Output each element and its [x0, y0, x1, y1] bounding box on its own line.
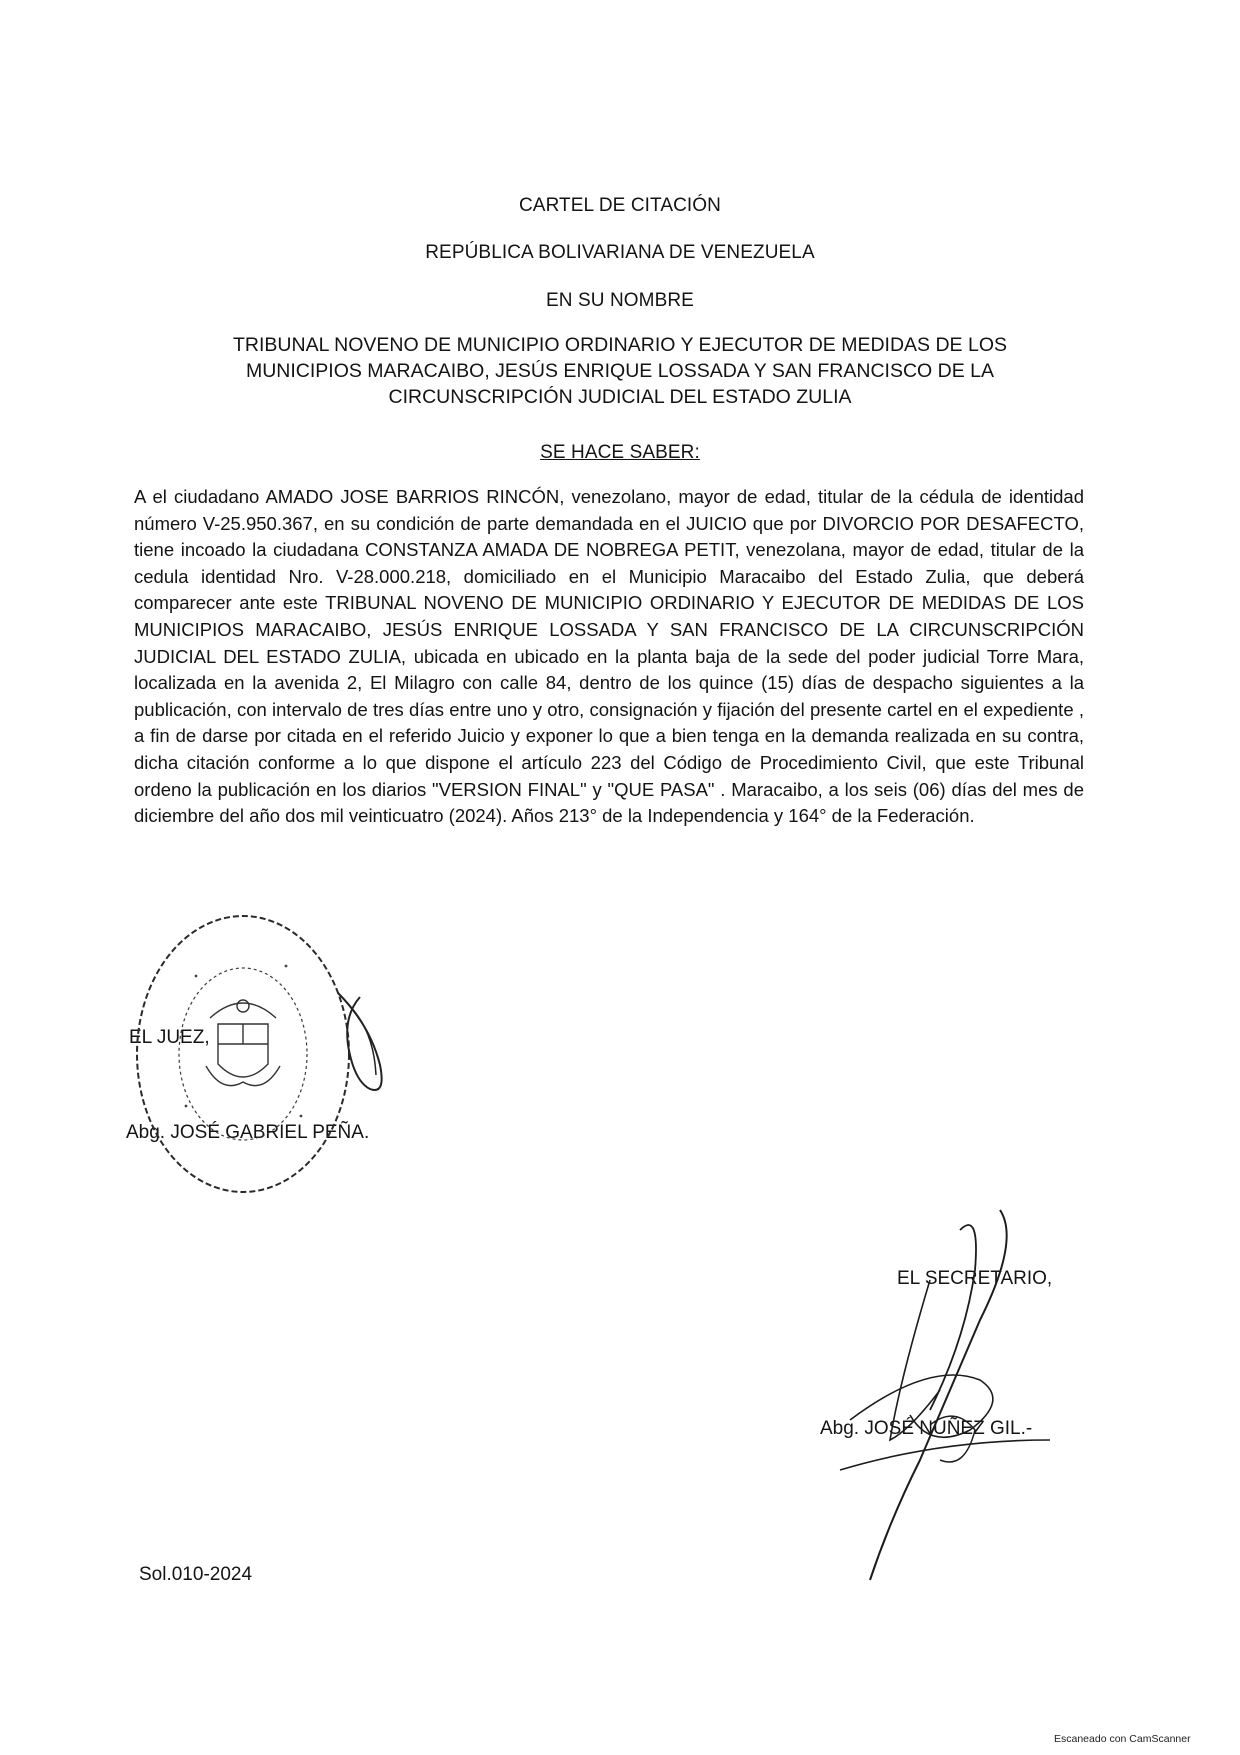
- secretary-name: Abg. JOSÉ NUÑEZ GIL.-: [820, 1418, 1033, 1439]
- coat-of-arms-icon: [206, 1000, 280, 1086]
- se-hace-saber-heading: [0, 442, 1240, 464]
- judge-title: EL JUEZ,: [129, 1027, 210, 1048]
- tribunal-line: TRIBUNAL NOVENO DE MUNICIPIO ORDINARIO Y EJECUTOR DE MEDIDAS DE LOS: [233, 334, 1007, 356]
- scanner-watermark: Escaneado con CamScanner: [1054, 1733, 1191, 1745]
- republic-heading: REPÚBLICA BOLIVARIANA DE VENEZUELA: [425, 242, 815, 263]
- tribunal-line: CIRCUNSCRIPCIÓN JUDICIAL DEL ESTADO ZULIA: [388, 386, 852, 408]
- secretary-title: EL SECRETARIO,: [897, 1268, 1053, 1289]
- judge-signature: [330, 985, 400, 1105]
- secretary-signature: [780, 1200, 1070, 1590]
- judge-name: Abg. JOSÉ GABRIEL PEÑA.: [126, 1122, 370, 1143]
- tribunal-heading: [160, 332, 1080, 410]
- tribunal-line: MUNICIPIOS MARACAIBO, JESÚS ENRIQUE LOSSADA Y SAN FRANCISCO DE LA: [245, 360, 995, 382]
- reference-number: Sol.010-2024: [139, 1564, 253, 1585]
- citation-body: A el ciudadano AMADO JOSE BARRIOS RINCÓN, venezolano, mayor de edad, titular de la cédula de identidad número V-25.950.367, en su condición de parte demandada en el JUICIO que por DIVORCIO POR DESAFECTO, tiene incoado la ciudadana CONSTANZA AMADA DE NOBREGA PETIT, venezolana, mayor de edad, titular de la cedula identidad Nro. V-28.000.218, domiciliado en el Municipio Maracaibo del Estado Zulia, que deberá comparecer ante este TRIBUNAL NOVENO DE MUNICIPIO ORDINARIO Y EJECUTOR DE MEDIDAS DE LOS MUNICIPIOS MARACAIBO, JESÚS ENRIQUE LOSSADA Y SAN FRANCISCO DE LA CIRCUNSCRIPCIÓN JUDICIAL DEL ESTADO ZULIA, ubicada en ubicado en la planta baja de la sede del poder judicial Torre Mara, localizada en la avenida 2, El Milagro con calle 84, dentro de los quince (15) días de despacho siguientes a la publicación, con intervalo de tres días entre uno y otro, consignación y fijación del presente cartel en el expediente , a fin de darse por citada en el referido Juicio y exponer lo que a bien tenga en la demanda realizada en su contra, dicha citación conforme a lo que dispone el artículo 223 del Código de Procedimiento Civil, que este Tribunal ordeno la publicación en los diarios "VERSION FINAL" y "QUE PASA" . Maracaibo, a los seis (06) días del mes de diciembre del año dos mil veinticuatro (2024). Años 213° de la Independencia y 164° de la Federación.: [134, 486, 1084, 827]
- document-title: CARTEL DE CITACIÓN: [518, 195, 722, 216]
- se-hace-saber-text: SE HACE SABER:: [540, 442, 700, 463]
- court-seal-stamp: [126, 906, 361, 1206]
- en-su-nombre-heading: EN SU NOMBRE: [546, 290, 694, 311]
